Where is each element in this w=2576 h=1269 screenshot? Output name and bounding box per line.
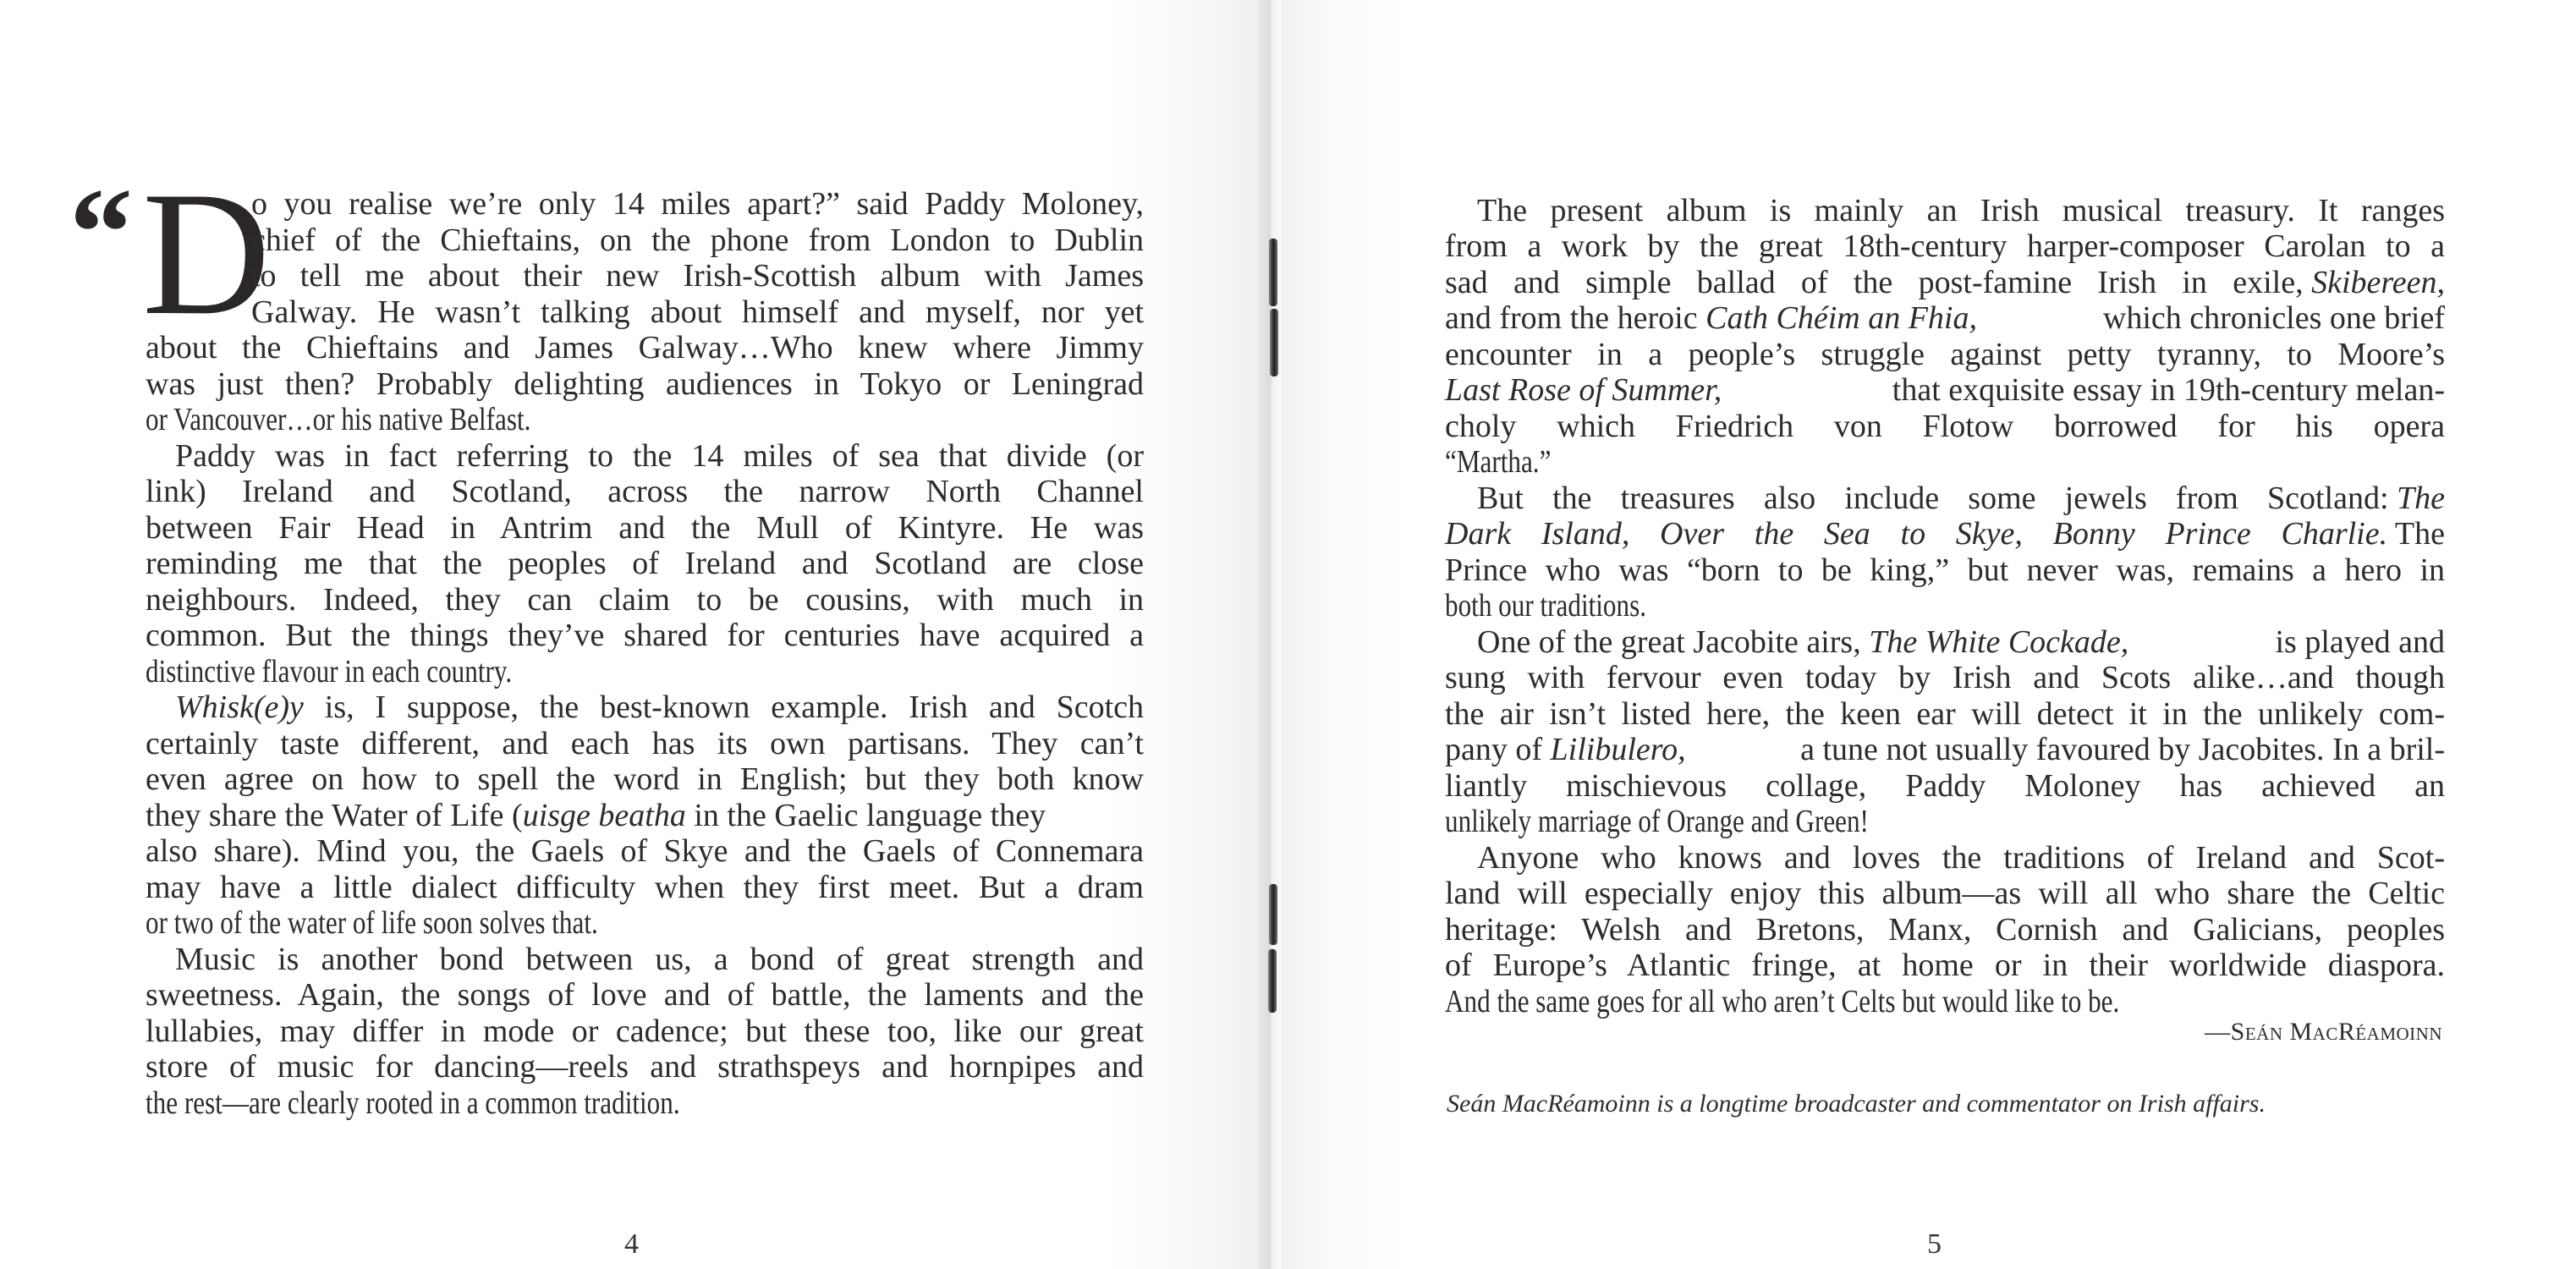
staple: [1270, 309, 1278, 376]
left-page: [0, 0, 1261, 1269]
italic-title: Last Rose of Summer,: [1445, 372, 1722, 408]
italic-term: uisge beatha: [522, 798, 686, 833]
text-line: may have a little dialect difficulty when they first meet. But a dram: [146, 870, 1144, 905]
text-line: from a work by the great 18th-century harper-composer Carolan to a: [1445, 228, 2445, 264]
italic-title: Cath Chéim an Fhia,: [1705, 300, 1977, 336]
text-line: about the Chieftains and James Galway…Who knew where Jimmy: [146, 330, 1144, 365]
italic-term: Whisk(e)y: [175, 689, 304, 725]
text-line: and from the heroic Cath Chéim an Fhia, which chronicles one brief: [1445, 300, 2445, 336]
text-line: One of the great Jacobite airs, The White Cockade, is played and: [1477, 624, 2445, 660]
text-line: store of music for dancing—reels and strathspeys and hornpipes and: [146, 1049, 1144, 1085]
italic-title: Lilibulero,: [1550, 732, 1686, 767]
text-line: certainly taste different, and each has its own partisans. They can’t: [146, 726, 1144, 761]
text-line: link) Ireland and Scotland, across the narrow North Channel: [146, 474, 1144, 509]
staple: [1269, 239, 1277, 306]
text-line: Music is another bond between us, a bond of great strength and: [175, 942, 1144, 977]
author-note: Seán MacRéamoinn is a longtime broadcaster and commentator on Irish affairs.: [1447, 1090, 2266, 1118]
text-line: sad and simple ballad of the post-famine Irish in exile, Skibereen,: [1445, 265, 2445, 300]
text-line: neighbours. Indeed, they can claim to be cousins, with much in: [146, 582, 1144, 618]
text-line: to tell me about their new Irish-Scottish album with James: [251, 258, 1144, 294]
text-line: o you realise we’re only 14 miles apart?” said Paddy Moloney,: [251, 186, 1144, 222]
text-line: sung with fervour even today by Irish and Scots alike…and though: [1445, 660, 2445, 695]
text-line: they share the Water of Life ( uisge beatha in the Gaelic language they: [146, 798, 1046, 833]
text-line: Prince who was “born to be king,” but never was, remains a hero in: [1445, 552, 2445, 588]
author-signature: —Seán MacRéamoinn: [2205, 1018, 2442, 1046]
italic-title: The: [2397, 481, 2445, 516]
text-line: land will especially enjoy this album—as will all who share the Celtic: [1445, 876, 2445, 911]
text-line: sweetness. Again, the songs of love and of battle, the laments and the: [146, 977, 1144, 1013]
text-line: “Martha.”: [1445, 444, 1552, 480]
text-line: Dark Island, Over the Sea to Skye, Bonny Prince Charlie. The: [1445, 516, 2445, 552]
text-line: Last Rose of Summer, that exquisite essay in 19th-century melan-: [1445, 372, 2445, 408]
text-line: Whisk(e)y is, I suppose, the best-known example. Irish and Scotch: [175, 689, 1144, 725]
text-line: choly which Friedrich von Flotow borrowed for his opera: [1445, 409, 2445, 444]
text-line: distinctive flavour in each country.: [146, 654, 513, 689]
page-number: 5: [1927, 1228, 1942, 1260]
text-line: even agree on how to spell the word in English; but they both know: [146, 761, 1144, 797]
italic-title: Skibereen,: [2311, 265, 2445, 300]
text-line: unlikely marriage of Orange and Green!: [1445, 804, 1869, 839]
drop-cap: D: [142, 156, 271, 352]
italic-title: The White Cockade,: [1869, 624, 2129, 660]
text-line: liantly mischievous collage, Paddy Moloney has achieved an: [1445, 768, 2445, 804]
text-line: heritage: Welsh and Bretons, Manx, Cornish and Galicians, peoples: [1445, 912, 2445, 948]
text-line: Galway. He wasn’t talking about himself and myself, nor yet: [251, 294, 1144, 330]
text-line: or Vancouver…or his native Belfast.: [146, 402, 531, 437]
text-line: of Europe’s Atlantic fringe, at home or in their worldwide diaspora.: [1445, 948, 2445, 983]
book-spine: [1259, 0, 1283, 1269]
page-number: 4: [624, 1228, 639, 1260]
text-line: But the treasures also include some jewels from Scotland: The: [1477, 481, 2445, 516]
text-line: the rest—are clearly rooted in a common tradition.: [146, 1085, 680, 1121]
text-line: between Fair Head in Antrim and the Mull of Kintyre. He was: [146, 510, 1144, 546]
text-line: lullabies, may differ in mode or cadence; but these too, like our great: [146, 1014, 1144, 1049]
staple: [1268, 949, 1277, 1013]
text-line: common. But the things they’ve shared for centuries have acquired a: [146, 618, 1144, 653]
opening-quote-mark: “: [69, 162, 133, 303]
text-line: also share). Mind you, the Gaels of Skye and the Gaels of Connemara: [146, 833, 1144, 869]
text-line: Paddy was in fact referring to the 14 miles of sea that divide (or: [175, 438, 1144, 474]
text-line: chief of the Chieftains, on the phone from London to Dublin: [251, 222, 1144, 258]
text-line: pany of Lilibulero, a tune not usually favoured by Jacobites. In a bril-: [1445, 732, 2445, 767]
text-line: encounter in a people’s struggle against petty tyranny, to Moore’s: [1445, 337, 2445, 372]
text-line: Anyone who knows and loves the traditions of Ireland and Scot-: [1477, 840, 2445, 876]
text-line: both our traditions.: [1445, 588, 1647, 624]
staple: [1269, 884, 1277, 945]
text-line: or two of the water of life soon solves that.: [146, 905, 598, 941]
text-line: reminding me that the peoples of Ireland and Scotland are close: [146, 546, 1144, 581]
text-line: And the same goes for all who aren’t Celts but would like to be.: [1445, 984, 2120, 1019]
italic-title: Dark Island, Over the Sea to Skye, Bonny Prince Charlie.: [1445, 516, 2388, 552]
text-line: was just then? Probably delighting audiences in Tokyo or Leningrad: [146, 366, 1144, 402]
text-line: The present album is mainly an Irish musical treasury. It ranges: [1477, 193, 2445, 228]
text-line: the air isn’t listed here, the keen ear will detect it in the unlikely com-: [1445, 696, 2445, 732]
